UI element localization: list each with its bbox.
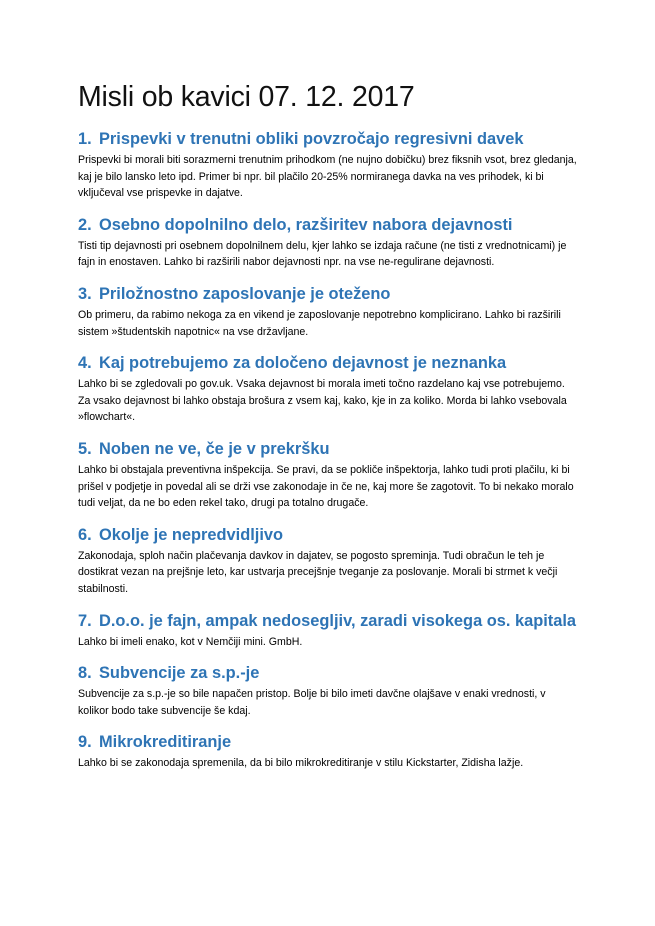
section-5	[78, 439, 578, 512]
section-heading	[78, 353, 578, 373]
section-number: 4.	[78, 354, 92, 373]
section-heading-text: Prispevki v trenutni obliki povzročajo regresivni davek	[99, 130, 524, 148]
section-6	[78, 525, 578, 598]
section-heading-text: Mikrokreditiranje	[99, 733, 232, 752]
section-body: Subvencije za s.p.-je so bile napačen pristop. Bolje bi bilo imeti davčne olajšave v enaki vrednosti, v kolikor bodo take subvencije še kdaj.	[78, 688, 546, 717]
section-number: 3.	[78, 284, 92, 303]
section-number: 2.	[78, 215, 92, 234]
section-1	[78, 129, 578, 202]
section-body: Lahko bi se zakonodaja spremenila, da bi bilo mikrokreditiranje v stilu Kickstarter, Zidisha lažje.	[78, 757, 524, 770]
section-body: Tisti tip dejavnosti pri osebnem dopolnilnem delu, kjer lahko se izdaja račune (ne tisti z vrednotnicami) je fajn in enostaven. Lahko bi razširili nabor dejavnosti npr. na vse ne-regulirane dejavnosti.	[78, 239, 567, 269]
section-heading	[78, 284, 578, 304]
section-number: 9.	[78, 733, 92, 752]
section-body: Ob primeru, da rabimo nekoga za en vikend je zaposlovanje nepotrebno komplicirano. Lahko bi razširili sistem »študentskih napotnic« na vse državljane.	[78, 308, 561, 338]
section-heading-text: D.o.o. je fajn, ampak nedosegljiv, zaradi visokega os. kapitala	[99, 611, 577, 630]
section-3	[78, 284, 578, 340]
section-4	[78, 353, 578, 426]
section-number: 6.	[78, 525, 92, 544]
section-heading-text: Noben ne ve, če je v prekršku	[99, 439, 330, 458]
section-heading	[78, 663, 578, 683]
section-9	[78, 732, 578, 772]
section-heading-text: Okolje je nepredvidljivo	[99, 525, 283, 544]
section-7	[78, 611, 578, 651]
section-number: 1.	[78, 130, 92, 148]
section-body: Prispevki bi morali biti sorazmerni trenutnim prihodkom (ne nujno dobičku) brez fiksnih vsot, brez gledanja, kaj je bilo lansko leto ipd. Primer bi npr. bil plačilo 20-25% normiranega davka na ves prihodek, ki bi vključeval vse prispevke in dajatve.	[78, 154, 577, 200]
section-heading	[78, 215, 578, 235]
section-2	[78, 215, 578, 271]
section-body: Lahko bi se zgledovali po gov.uk. Vsaka dejavnost bi morala imeti točno razdelano kaj vse potrebujemo. Za vsako dejavnost bi lahko obstaja brošura z vsem kaj, kako, kje in za koliko. Morda bi lahko vsebovala »flowchart«.	[78, 378, 567, 424]
section-heading-text: Priložnostno zaposlovanje je oteženo	[99, 284, 391, 303]
document-page	[78, 78, 578, 772]
section-body: Lahko bi imeli enako, kot v Nemčiji mini. GmbH.	[78, 635, 303, 648]
section-heading-text: Subvencije za s.p.-je	[99, 664, 260, 683]
section-number: 7.	[78, 611, 92, 630]
section-heading	[78, 732, 578, 752]
section-8	[78, 663, 578, 719]
section-body: Lahko bi obstajala preventivna inšpekcija. Se pravi, da se pokliče inšpektorja, lahko tudi proti plačilu, ki bi prišel v podjetje in povedal ali se drži vse zakonodaje in če ne, kaj more še zagotovit. To bi nekako moralo tudi veljat, da ne bo eden rekel tako, drugi pa totalno drugače.	[78, 463, 574, 510]
section-number: 5.	[78, 439, 92, 458]
section-body: Zakonodaja, sploh način plačevanja davkov in dajatev, se pogosto spreminja. Tudi obračun le teh je dostikrat vezan na prejšnje leto, kar ustvarja precejšnje tveganje za poslovanje. Morali bi strmet k večji stabilnosti.	[78, 549, 558, 595]
section-heading	[78, 439, 578, 459]
section-heading	[78, 611, 578, 631]
section-heading-text: Osebno dopolnilno delo, razširitev nabora dejavnosti	[99, 215, 513, 234]
section-heading	[78, 129, 578, 149]
section-number: 8.	[78, 664, 92, 683]
document-title: Misli ob kavici 07. 12. 2017	[78, 81, 415, 113]
section-heading-text: Kaj potrebujemo za določeno dejavnost je neznanka	[99, 354, 507, 373]
section-heading	[78, 525, 578, 545]
